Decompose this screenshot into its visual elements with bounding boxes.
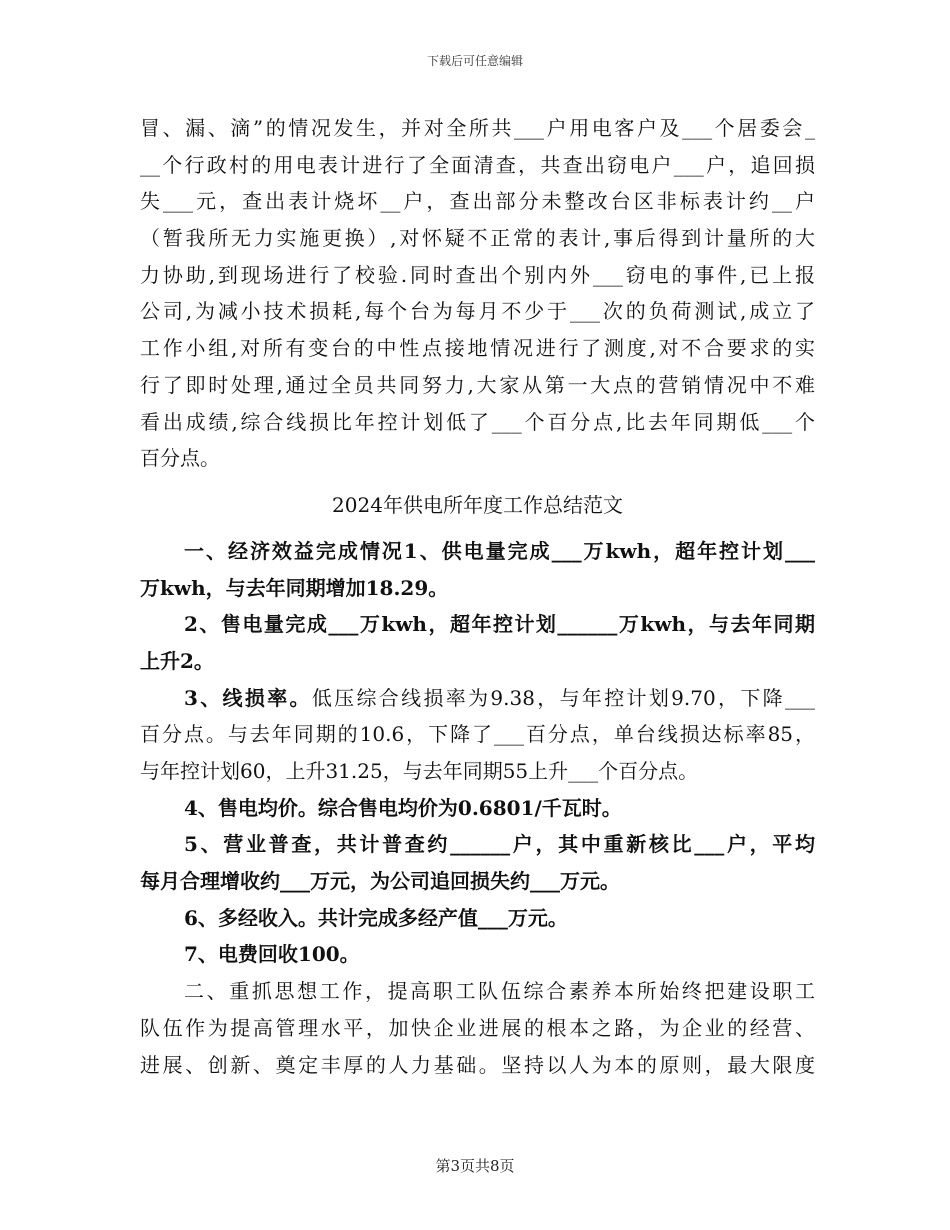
section-ideological-work: [140, 973, 815, 1083]
section-economic-results: [140, 533, 815, 973]
item4-line: 4、售电均价。综合售电均价为0.6801/千瓦时。: [184, 795, 622, 820]
section2-line: 二、重抓思想工作，提高职工队伍综合素养本所始终把建设职工: [184, 979, 815, 1004]
item3-first-rest: 低压综合线损率为9.38，与年控计划9.70，下降___: [311, 685, 815, 710]
item2-line: 上升2。: [140, 648, 214, 673]
item7-line: 7、电费回收100。: [184, 942, 360, 967]
text-line: 公司,为减小技术损耗,每个台为每月不少于___次的负荷测试,成立了: [140, 299, 815, 324]
paragraph-top: [140, 110, 815, 477]
item2-line: 2、售电量完成___万kwh，超年控计划______万kwh，与去年同期: [184, 612, 815, 637]
text-line: 工作小组,对所有变台的中性点接地情况进行了测度,对不合要求的实: [140, 336, 815, 361]
item3-line: 百分点。与去年同期的10.6，下降了___百分点，单台线损达标率85，: [140, 722, 815, 747]
text-line: 看出成绩,综合线损比年控计划低了___个百分点,比去年同期低___个: [140, 409, 815, 434]
item3-line: 与年控计划60，上升31.25，与去年同期55上升___个百分点。: [140, 759, 699, 783]
item3-first-line: [140, 680, 815, 717]
text-line: 失___元，查出表计烧坏__户，查出部分未整改台区非标表计约__户: [140, 189, 815, 214]
page-header-note: 下载后可任意编辑: [426, 54, 523, 68]
document-title: 2024年供电所年度工作总结范文: [332, 492, 623, 517]
text-line: 冒、漏、滴”的情况发生，并对全所共___户用电客户及___个居委会_: [140, 116, 815, 140]
item3-heading: 3、线损率。: [184, 685, 312, 710]
text-line: 行了即时处理,通过全员共同努力,大家从第一大点的营销情况中不难: [140, 372, 815, 397]
section2-line: 队伍作为提高管理水平，加快企业进展的根本之路，为企业的经营、: [140, 1015, 815, 1040]
page-number: 第3页共8页: [435, 1157, 515, 1175]
item5-line: 5、营业普查，共计普查约______户，其中重新核比___户，平均: [184, 832, 815, 857]
text-line: 百分点。: [140, 446, 220, 471]
item1-line: 一、经济效益完成情况1、供电量完成___万kwh，超年控计划___: [184, 538, 815, 563]
section2-line: 进展、创新、奠定丰厚的人力基础。坚持以人为本的原则，最大限度: [140, 1052, 815, 1077]
text-line: __个行政村的用电表计进行了全面清查，共查出窃电户___户，追回损: [140, 152, 815, 177]
item5-line: 每月合理增收约___万元，为公司追回损失约___万元。: [140, 869, 620, 894]
text-line: 力协助,到现场进行了校验.同时查出个别内外___窃电的事件,已上报: [140, 262, 815, 287]
item6-line: 6、多经收入。共计完成多经产值___万元。: [184, 905, 568, 930]
text-line: （暂我所无力实施更换）,对怀疑不正常的表计,事后得到计量所的大: [140, 226, 815, 251]
item1-line: 万kwh，与去年同期增加18.29。: [140, 575, 449, 600]
document-body: [140, 110, 815, 1083]
